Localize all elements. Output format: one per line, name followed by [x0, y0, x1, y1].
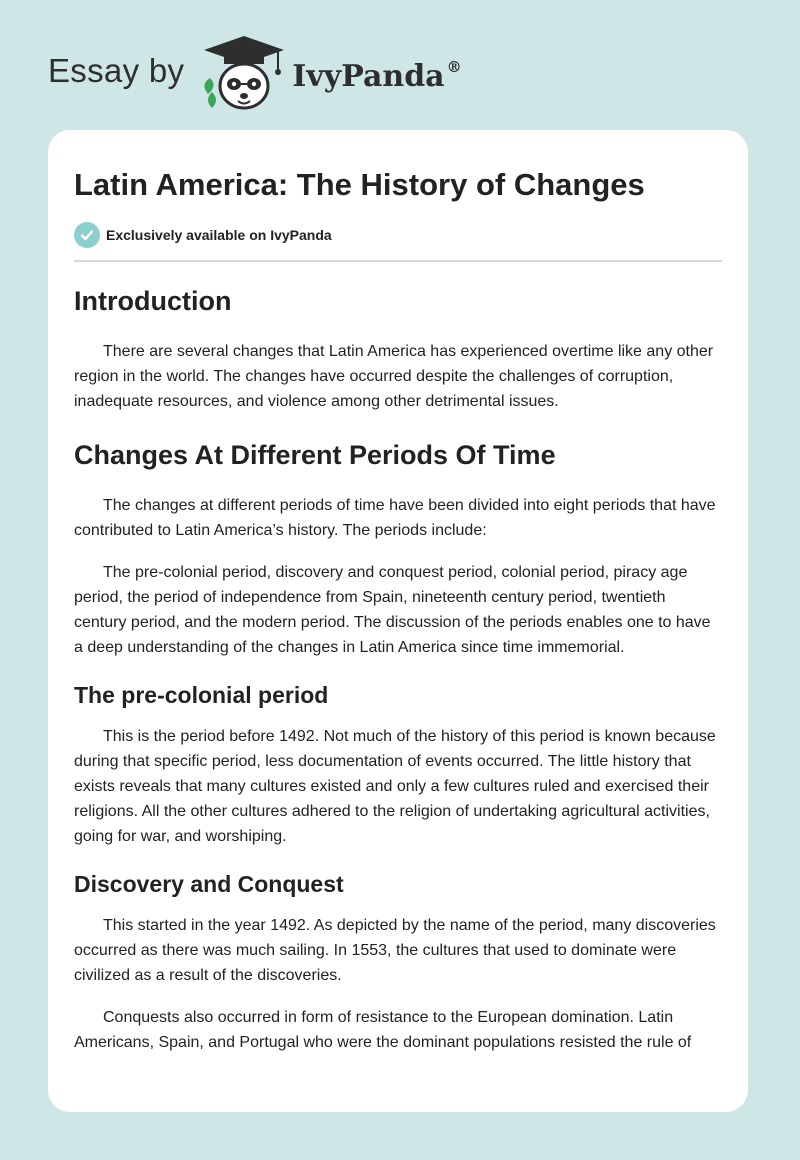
subsection-heading: Discovery and Conquest [74, 871, 344, 897]
section-heading: Introduction [74, 286, 232, 316]
registered-mark: ® [446, 58, 462, 76]
paragraph: This started in the year 1492. As depicted by the name of the period, many discoveries occurred as there was much sailing. In 1553, the cultures that used to dominate were civilized as a result of the discoveries. [74, 917, 716, 984]
paragraph: There are several changes that Latin America has experienced overtime like any other region in the world. The changes have occurred despite the challenges of corruption, inadequate resources, and violence among other detrimental issues. [74, 343, 714, 410]
brand-header [48, 34, 462, 114]
page-title: Latin America: The History of Changes [74, 167, 645, 202]
brand-name: IvyPanda ® [292, 58, 462, 94]
section-heading: Changes At Different Periods Of Time [74, 440, 556, 470]
paragraph: Conquests also occurred in form of resistance to the European domination. Latin Americans, Spain, and Portugal who were the dominant populations resisted the rule of [74, 1009, 692, 1051]
exclusive-badge [74, 222, 722, 248]
paragraph: This is the period before 1492. Not much of the history of this period is known because during that specific period, less documentation of events occurred. The little history that exists reveals that many cultures existed and only a few cultures ruled and exercised their religions. All the other cultures adhered to the religion of undertaking agricultural activities, going for war, and worshiping. [74, 728, 716, 845]
paragraph: The changes at different periods of time have been divided into eight periods that have contributed to Latin America’s history. The periods include: [74, 497, 716, 539]
paragraph: The pre-colonial period, discovery and conquest period, colonial period, piracy age period, the period of independence from Spain, nineteenth century period, twentieth century period, and the modern period. The discussion of the periods enables one to have a deep understanding of the changes in Latin America since time immemorial. [74, 564, 711, 656]
subsection-heading: The pre-colonial period [74, 682, 329, 708]
divider [74, 260, 722, 262]
check-icon [74, 222, 100, 248]
exclusive-label: Exclusively available on IvyPanda [106, 227, 332, 243]
panda-graduate-logo-icon [198, 34, 290, 114]
brand-prefix: Essay by [48, 52, 185, 89]
essay-card [48, 130, 748, 1112]
